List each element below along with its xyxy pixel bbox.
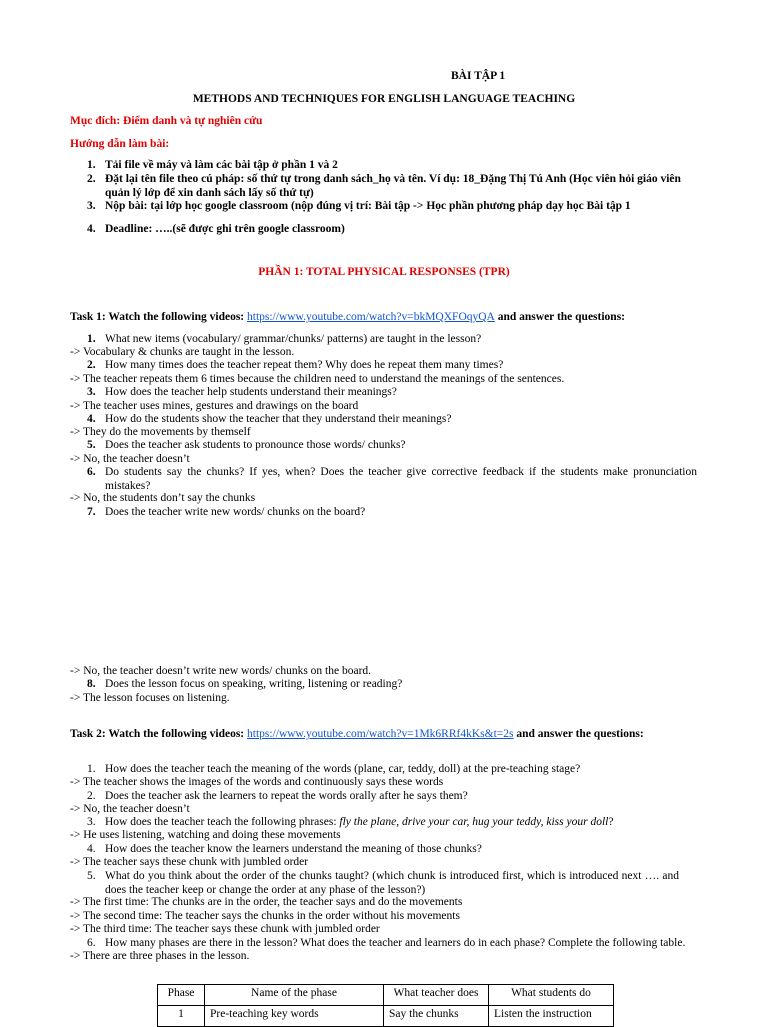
question-number: 1.: [87, 763, 96, 775]
answer-text: -> The lesson focuses on listening.: [70, 692, 230, 704]
answer-text: -> The second time: The teacher says the chunks in the order without his movements: [70, 910, 460, 922]
question-text: Does the teacher write new words/ chunks on the board?: [105, 506, 366, 518]
question-number: 6.: [87, 937, 96, 949]
task1-video-link[interactable]: https://www.youtube.com/watch?v=bkMQXFOqyQA: [247, 311, 495, 323]
answer-text: -> The first time: The chunks are in the order, the teacher says and do the movements: [70, 896, 463, 908]
question-text: How does the teacher know the learners understand the meaning of those chunks?: [105, 843, 482, 855]
question-number: 3.: [87, 816, 96, 828]
answer-text: -> No, the teacher doesn’t: [70, 803, 190, 815]
table-header-cell: What students do: [489, 985, 614, 1006]
doc-subtitle: METHODS AND TECHNIQUES FOR ENGLISH LANGUAGE TEACHING: [192, 93, 576, 105]
guide-num: 3.: [87, 200, 96, 212]
table-cell: Say the chunks: [384, 1006, 489, 1027]
question-phrases: fly the plane, drive your car, hug your teddy, kiss your doll: [339, 816, 609, 828]
guide-item: Tải file về máy và làm các bài tập ở phần 1 và 2: [105, 159, 338, 171]
question-number: 4.: [87, 843, 96, 855]
answer-text: -> There are three phases in the lesson.: [70, 950, 250, 962]
task2-video-link[interactable]: https://www.youtube.com/watch?v=1Mk6RRf4kKs&t=2s: [247, 728, 514, 740]
guide-num: 4.: [87, 223, 96, 235]
task1-label: Task 1: Watch the following videos:: [70, 311, 247, 323]
table-header-cell: Name of the phase: [205, 985, 384, 1006]
table-header-row: [158, 985, 614, 1006]
guide-num: 2.: [87, 173, 96, 185]
guide-title: Hướng dẫn làm bài:: [70, 138, 170, 150]
table-header-cell: What teacher does: [384, 985, 489, 1006]
task2-heading: [70, 727, 644, 741]
question-text: What new items (vocabulary/ grammar/chunks/ patterns) are taught in the lesson?: [105, 333, 482, 345]
task1-heading: [70, 310, 625, 324]
answer-text: -> He uses listening, watching and doing these movements: [70, 829, 341, 841]
guide-item: Deadline: …..(sẽ được ghi trên google classroom): [105, 223, 345, 235]
question-text: How many times does the teacher repeat them? Why does he repeat them many times?: [105, 359, 504, 371]
answer-text: -> The teacher repeats them 6 times because the children need to understand the meanings of the sentences.: [70, 373, 565, 385]
doc-title: BÀI TẬP 1: [451, 70, 506, 82]
part1-title: PHẦN 1: TOTAL PHYSICAL RESPONSES (TPR): [258, 266, 510, 278]
question-number: 5.: [87, 439, 96, 451]
guide-item: Nộp bài: tại lớp học google classroom (nộp đúng vị trí: Bài tập -> Học phần phương pháp dạy học Bài tập 1: [105, 200, 631, 212]
question-number: 8.: [87, 678, 96, 690]
answer-text: -> The teacher shows the images of the words and continuously says these words: [70, 776, 444, 788]
answer-text: -> The teacher says these chunk with jumbled order: [70, 856, 309, 868]
task1-suffix: and answer the questions:: [494, 311, 626, 323]
question-number: 1.: [87, 333, 96, 345]
question-number: 6.: [87, 466, 96, 478]
answer-text: -> The teacher uses mines, gestures and drawings on the board: [70, 400, 359, 412]
question-text: How does the teacher help students understand their meanings?: [105, 386, 397, 398]
question-text: What do you think about the order of the chunks taught? (which chunk is introduced first, which is introduced next …. and does the teacher keep or change the order at any phase of the lesson?): [105, 870, 679, 896]
question-number: 3.: [87, 386, 96, 398]
question-number: 2.: [87, 790, 96, 802]
task2-label: Task 2: Watch the following videos:: [70, 728, 247, 740]
question-text: [105, 815, 613, 829]
table-cell: Listen the instruction: [489, 1006, 614, 1027]
answer-text: -> The third time: The teacher says these chunk with jumbled order: [70, 923, 380, 935]
answer-text: -> Vocabulary & chunks are taught in the lesson.: [70, 346, 295, 358]
table-cell: 1: [158, 1006, 205, 1027]
question-text: Does the teacher ask the learners to repeat the words orally after he says them?: [105, 790, 468, 802]
question-text: How do the students show the teacher that they understand their meanings?: [105, 413, 452, 425]
question-text: Do students say the chunks? If yes, when? Does the teacher give corrective feedback if the students make pronunciation mistakes?: [105, 466, 697, 492]
question-end: ?: [608, 816, 614, 828]
answer-text: -> They do the movements by themself: [70, 426, 251, 438]
table-header-cell: Phase: [158, 985, 205, 1006]
table-cell: Pre-teaching key words: [205, 1006, 384, 1027]
task2-suffix: and answer the questions:: [513, 728, 644, 740]
question-number: 5.: [87, 870, 96, 882]
guide-num: 1.: [87, 159, 96, 171]
answer-text: -> No, the teacher doesn’t: [70, 453, 190, 465]
question-text-main: How does the teacher teach the following phrases:: [105, 816, 340, 828]
answer-text: -> No, the teacher doesn’t write new words/ chunks on the board.: [70, 665, 372, 677]
table-row: [158, 1006, 614, 1027]
guide-item: Đặt lại tên file theo cú pháp: số thứ tự trong danh sách_họ và tên. Ví dụ: 18_Đặng Thị Tú Anh (Học viên hỏi giáo viên quản lý lớp để xin danh sách lấy số thứ tự): [105, 173, 681, 199]
question-text: How many phases are there in the lesson? What does the teacher and learners do in each phase? Complete the following table.: [105, 937, 686, 949]
question-number: 2.: [87, 359, 96, 371]
question-text: Does the lesson focus on speaking, writing, listening or reading?: [105, 678, 403, 690]
answer-text: -> No, the students don’t say the chunks: [70, 492, 256, 504]
question-text: Does the teacher ask students to pronounce those words/ chunks?: [105, 439, 406, 451]
question-number: 4.: [87, 413, 96, 425]
question-text: How does the teacher teach the meaning of the words (plane, car, teddy, doll) at the pre-teaching stage?: [105, 763, 581, 775]
purpose-text: Mục đích: Điểm danh và tự nghiên cứu: [70, 115, 263, 127]
phase-table: [157, 984, 614, 1027]
question-number: 7.: [87, 506, 96, 518]
